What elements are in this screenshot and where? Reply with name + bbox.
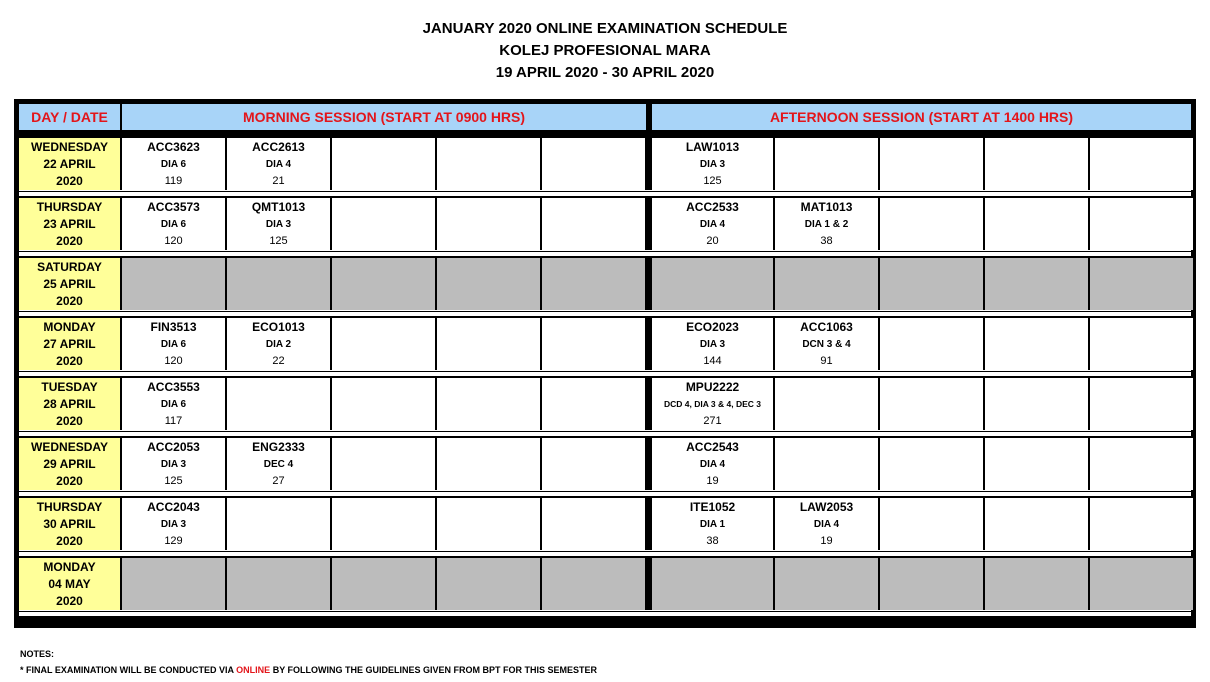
- notes-suffix: BY FOLLOWING THE GUIDELINES GIVEN FROM BPT FOR THIS SEMESTER: [270, 665, 598, 675]
- morning-slot-cell: [437, 318, 540, 370]
- exam-code: ACC2053: [147, 440, 200, 454]
- morning-slot-cell: [227, 558, 330, 610]
- day-date-cell: [19, 378, 120, 430]
- schedule-grid: [19, 104, 1191, 623]
- schedule-row: [19, 258, 1191, 310]
- afternoon-slot-cell: [880, 258, 983, 310]
- day-date: 04 MAY: [48, 577, 91, 591]
- afternoon-slot-cell: [652, 198, 773, 250]
- morning-slot-cell: [122, 438, 225, 490]
- exam-code: ENG2333: [252, 440, 305, 454]
- exam-candidate-count: 38: [820, 235, 833, 247]
- afternoon-slot-cell: [880, 318, 983, 370]
- exam-candidate-count: 125: [703, 175, 722, 187]
- morning-slot-cell: [332, 138, 435, 190]
- exam-venue: DIA 6: [160, 159, 187, 170]
- morning-slot-cell: [227, 198, 330, 250]
- schedule-row: [19, 138, 1191, 190]
- afternoon-slot-cell: [880, 498, 983, 550]
- morning-slot-cell: [122, 138, 225, 190]
- day-day: MONDAY: [43, 560, 96, 574]
- schedule-row: [19, 498, 1191, 550]
- exam-code: MPU2222: [685, 380, 740, 394]
- day-day: THURSDAY: [36, 200, 103, 214]
- afternoon-slot-cell: [775, 558, 878, 610]
- exam-candidate-count: 125: [164, 475, 183, 487]
- exam-code: ACC2543: [686, 440, 739, 454]
- morning-slot-cell: [542, 318, 645, 370]
- day-year: 2020: [56, 294, 83, 308]
- morning-slot-cell: [227, 258, 330, 310]
- exam-venue: DIA 3: [699, 339, 726, 350]
- exam-venue: DIA 3: [699, 159, 726, 170]
- exam-venue: DIA 3: [265, 219, 292, 230]
- day-day: THURSDAY: [36, 500, 103, 514]
- morning-slot-cell: [437, 498, 540, 550]
- morning-slot-cell: [542, 558, 645, 610]
- day-date: 27 APRIL: [43, 337, 96, 351]
- exam-venue: DIA 6: [160, 399, 187, 410]
- morning-slot-cell: [332, 318, 435, 370]
- exam-venue: DCN 3 & 4: [802, 339, 851, 350]
- afternoon-slot-cell: [1090, 258, 1193, 310]
- afternoon-slot-cell: [775, 198, 878, 250]
- exam-venue: DIA 4: [265, 159, 292, 170]
- exam-candidate-count: 129: [164, 535, 183, 547]
- exam-code: ACC3553: [147, 380, 200, 394]
- exam-venue: DEC 4: [263, 459, 294, 470]
- day-date: 29 APRIL: [43, 457, 96, 471]
- day-date-cell: [19, 558, 120, 610]
- row-separator: [19, 550, 1191, 556]
- morning-slot-cell: [227, 138, 330, 190]
- exam-venue: DIA 6: [160, 339, 187, 350]
- afternoon-slot-cell: [775, 498, 878, 550]
- exam-code: ACC1063: [800, 320, 853, 334]
- afternoon-slot-cell: [652, 498, 773, 550]
- morning-slot-cell: [332, 558, 435, 610]
- exam-venue: DIA 4: [699, 459, 726, 470]
- exam-candidate-count: 125: [269, 235, 288, 247]
- header-afternoon-session: AFTERNOON SESSION (START AT 1400 HRS): [652, 104, 1191, 130]
- afternoon-slot-cell: [880, 198, 983, 250]
- afternoon-slot-cell: [1090, 438, 1193, 490]
- day-day: MONDAY: [43, 320, 96, 334]
- day-date-cell: [19, 198, 120, 250]
- morning-slot-cell: [437, 378, 540, 430]
- morning-slot-cell: [122, 378, 225, 430]
- day-day: WEDNESDAY: [31, 440, 108, 454]
- afternoon-slot-cell: [985, 138, 1088, 190]
- exam-code: ECO1013: [252, 320, 305, 334]
- afternoon-slot-cell: [652, 378, 773, 430]
- afternoon-slot-cell: [880, 558, 983, 610]
- schedule-row: [19, 198, 1191, 250]
- exam-code: LAW2053: [799, 500, 854, 514]
- morning-slot-cell: [332, 378, 435, 430]
- afternoon-slot-cell: [775, 258, 878, 310]
- day-date-cell: [19, 438, 120, 490]
- exam-candidate-count: 21: [272, 175, 285, 187]
- morning-slot-cell: [332, 258, 435, 310]
- day-date: 28 APRIL: [43, 397, 96, 411]
- morning-slot-cell: [122, 558, 225, 610]
- day-year: 2020: [56, 474, 83, 488]
- exam-venue: DIA 1 & 2: [804, 219, 849, 230]
- exam-code: QMT1013: [251, 200, 306, 214]
- afternoon-slot-cell: [775, 378, 878, 430]
- separator-line: [19, 251, 1191, 252]
- morning-slot-cell: [122, 258, 225, 310]
- separator-line: [19, 611, 1191, 612]
- afternoon-slot-cell: [985, 558, 1088, 610]
- row-separator: [19, 610, 1191, 616]
- morning-slot-cell: [542, 438, 645, 490]
- afternoon-slot-cell: [880, 138, 983, 190]
- row-separator: [19, 490, 1191, 496]
- day-day: SATURDAY: [37, 260, 102, 274]
- exam-candidate-count: 19: [706, 475, 719, 487]
- exam-code: ITE1052: [689, 500, 736, 514]
- morning-slot-cell: [542, 258, 645, 310]
- day-year: 2020: [56, 354, 83, 368]
- exam-candidate-count: 38: [706, 535, 719, 547]
- morning-slot-cell: [437, 558, 540, 610]
- row-separator: [19, 310, 1191, 316]
- day-date-cell: [19, 318, 120, 370]
- morning-slot-cell: [332, 498, 435, 550]
- afternoon-slot-cell: [880, 438, 983, 490]
- afternoon-slot-cell: [652, 318, 773, 370]
- row-separator: [19, 190, 1191, 196]
- day-date-cell: [19, 138, 120, 190]
- row-separator: [19, 430, 1191, 436]
- morning-slot-cell: [437, 198, 540, 250]
- afternoon-slot-cell: [985, 498, 1088, 550]
- row-separator: [19, 370, 1191, 376]
- morning-slot-cell: [542, 498, 645, 550]
- notes: [20, 646, 597, 678]
- exam-venue: DIA 3: [160, 459, 187, 470]
- afternoon-slot-cell: [775, 318, 878, 370]
- exam-code: ACC3623: [147, 140, 200, 154]
- exam-code: ACC2533: [686, 200, 739, 214]
- schedule-row: [19, 378, 1191, 430]
- header-day-date: DAY / DATE: [19, 104, 120, 130]
- separator-line: [19, 371, 1191, 372]
- exam-candidate-count: 22: [272, 355, 285, 367]
- afternoon-slot-cell: [985, 318, 1088, 370]
- morning-slot-cell: [542, 138, 645, 190]
- separator-line: [19, 491, 1191, 492]
- morning-slot-cell: [332, 198, 435, 250]
- separator-line: [19, 311, 1191, 312]
- day-date-cell: [19, 498, 120, 550]
- day-day: TUESDAY: [41, 380, 98, 394]
- exam-code: ACC2043: [147, 500, 200, 514]
- exam-code: LAW1013: [685, 140, 740, 154]
- afternoon-slot-cell: [985, 378, 1088, 430]
- exam-venue: DIA 1: [699, 519, 726, 530]
- morning-slot-cell: [437, 258, 540, 310]
- notes-online: ONLINE: [236, 665, 271, 675]
- exam-code: ACC2613: [252, 140, 305, 154]
- row-separator: [19, 250, 1191, 256]
- exam-candidate-count: 119: [164, 175, 183, 187]
- title-line-1: JANUARY 2020 ONLINE EXAMINATION SCHEDULE: [422, 20, 788, 37]
- afternoon-slot-cell: [985, 438, 1088, 490]
- notes-heading: NOTES:: [20, 649, 55, 659]
- exam-code: FIN3513: [150, 320, 197, 334]
- schedule-titles: [0, 18, 1210, 84]
- exam-candidate-count: 19: [820, 535, 833, 547]
- notes-prefix: * FINAL EXAMINATION WILL BE CONDUCTED VIA: [20, 665, 237, 675]
- exam-candidate-count: 117: [164, 415, 183, 427]
- exam-code: MAT1013: [800, 200, 853, 214]
- exam-venue: DCD 4, DIA 3 & 4, DEC 3: [664, 399, 761, 409]
- afternoon-slot-cell: [652, 258, 773, 310]
- afternoon-slot-cell: [775, 438, 878, 490]
- morning-slot-cell: [542, 378, 645, 430]
- morning-slot-cell: [227, 498, 330, 550]
- afternoon-slot-cell: [1090, 558, 1193, 610]
- title-line-3: 19 APRIL 2020 - 30 APRIL 2020: [495, 64, 715, 81]
- afternoon-slot-cell: [1090, 138, 1193, 190]
- exam-code: ACC3573: [147, 200, 200, 214]
- schedule-table: [14, 99, 1196, 628]
- exam-candidate-count: 91: [820, 355, 833, 367]
- morning-slot-cell: [227, 438, 330, 490]
- separator-line: [19, 551, 1191, 552]
- afternoon-slot-cell: [652, 138, 773, 190]
- day-date: 23 APRIL: [43, 217, 96, 231]
- exam-venue: DIA 4: [813, 519, 840, 530]
- day-day: WEDNESDAY: [31, 140, 108, 154]
- morning-slot-cell: [227, 378, 330, 430]
- exam-candidate-count: 20: [706, 235, 719, 247]
- day-year: 2020: [56, 174, 83, 188]
- morning-slot-cell: [437, 138, 540, 190]
- morning-slot-cell: [437, 438, 540, 490]
- afternoon-slot-cell: [985, 198, 1088, 250]
- exam-candidate-count: 27: [272, 475, 285, 487]
- exam-candidate-count: 271: [703, 415, 722, 427]
- exam-candidate-count: 144: [703, 355, 722, 367]
- morning-slot-cell: [227, 318, 330, 370]
- morning-slot-cell: [542, 198, 645, 250]
- day-year: 2020: [56, 534, 83, 548]
- day-date: 25 APRIL: [43, 277, 96, 291]
- day-year: 2020: [56, 414, 83, 428]
- afternoon-slot-cell: [775, 138, 878, 190]
- exam-venue: DIA 4: [699, 219, 726, 230]
- morning-slot-cell: [122, 198, 225, 250]
- notes-line: [20, 662, 597, 678]
- afternoon-slot-cell: [880, 378, 983, 430]
- afternoon-slot-cell: [1090, 198, 1193, 250]
- exam-candidate-count: 120: [164, 235, 183, 247]
- separator-line: [19, 191, 1191, 192]
- afternoon-slot-cell: [652, 438, 773, 490]
- day-date: 30 APRIL: [43, 517, 96, 531]
- schedule-row: [19, 318, 1191, 370]
- morning-slot-cell: [122, 318, 225, 370]
- exam-code: ECO2023: [686, 320, 739, 334]
- afternoon-slot-cell: [1090, 498, 1193, 550]
- day-date-cell: [19, 258, 120, 310]
- day-date: 22 APRIL: [43, 157, 96, 171]
- day-year: 2020: [56, 234, 83, 248]
- separator-line: [19, 431, 1191, 432]
- morning-slot-cell: [332, 438, 435, 490]
- title-line-2: KOLEJ PROFESIONAL MARA: [499, 42, 711, 59]
- afternoon-slot-cell: [1090, 378, 1193, 430]
- afternoon-slot-cell: [652, 558, 773, 610]
- schedule-row: [19, 438, 1191, 490]
- exam-venue: DIA 6: [160, 219, 187, 230]
- exam-candidate-count: 120: [164, 355, 183, 367]
- afternoon-slot-cell: [985, 258, 1088, 310]
- afternoon-slot-cell: [1090, 318, 1193, 370]
- exam-venue: DIA 2: [265, 339, 292, 350]
- header-morning-session: MORNING SESSION (START AT 0900 HRS): [122, 104, 646, 130]
- exam-venue: DIA 3: [160, 519, 187, 530]
- morning-slot-cell: [122, 498, 225, 550]
- schedule-row: [19, 558, 1191, 610]
- day-year: 2020: [56, 594, 83, 608]
